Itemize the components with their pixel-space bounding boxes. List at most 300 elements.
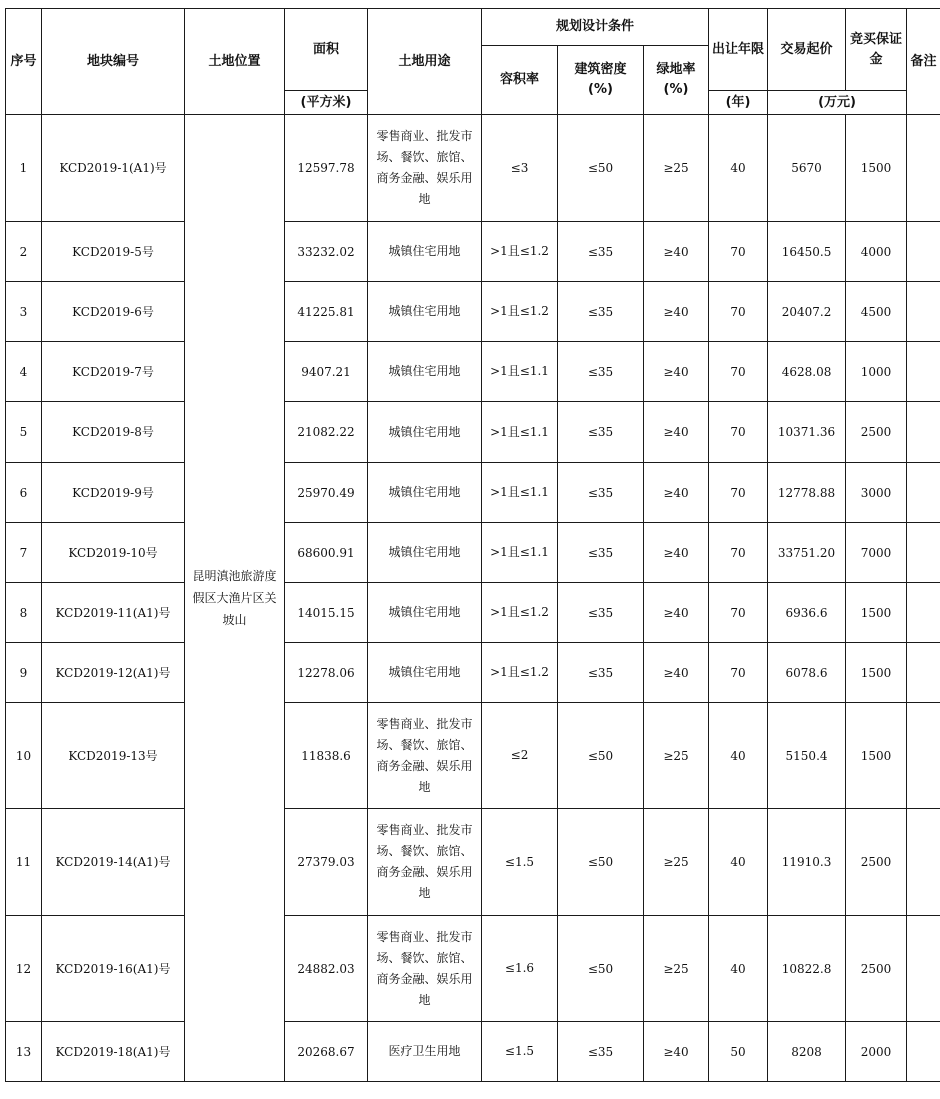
land-use-cell-text: 城镇住宅用地 xyxy=(388,364,461,378)
deposit-cell-text: 7000 xyxy=(860,545,892,560)
green-cell-text: ≥40 xyxy=(663,425,689,439)
deposit-cell xyxy=(846,222,907,282)
table-row xyxy=(6,402,940,463)
header-term-unit: (年) xyxy=(709,91,768,115)
header-remark: 备注 xyxy=(907,9,940,115)
term-cell xyxy=(709,342,768,402)
price-cell xyxy=(768,222,846,282)
parcel-no-cell xyxy=(42,809,185,916)
term-cell xyxy=(709,115,768,222)
land-use-cell xyxy=(368,282,482,342)
seq-cell-text: 9 xyxy=(19,665,28,680)
term-cell-text: 40 xyxy=(730,748,746,763)
land-use-cell xyxy=(368,703,482,809)
header-price: 交易起价 xyxy=(768,9,846,91)
far-cell-text: >1且≤1.2 xyxy=(490,665,549,679)
term-cell-text: 70 xyxy=(730,485,746,500)
density-cell-text: ≤35 xyxy=(587,485,614,500)
seq-cell-text: 6 xyxy=(19,485,28,500)
green-cell-text: ≥40 xyxy=(663,244,689,259)
green-cell-text: ≥40 xyxy=(663,364,689,379)
land-use-cell-text: 医疗卫生用地 xyxy=(388,1044,461,1058)
green-cell-text: ≥25 xyxy=(663,748,689,763)
seq-cell xyxy=(6,222,42,282)
area-cell xyxy=(285,342,368,402)
seq-cell-text: 4 xyxy=(19,364,28,379)
density-cell xyxy=(558,282,644,342)
green-cell xyxy=(644,115,709,222)
header-density-unit: (%) xyxy=(588,82,613,97)
seq-cell-text: 10 xyxy=(15,748,32,763)
green-cell xyxy=(644,916,709,1022)
seq-cell xyxy=(6,342,42,402)
land-use-cell xyxy=(368,342,482,402)
seq-cell xyxy=(6,115,42,222)
header-green-label: 绿地率 xyxy=(656,62,696,77)
seq-cell-text: 3 xyxy=(19,304,28,319)
header-far: 容积率 xyxy=(482,46,558,115)
header-area-unit: (平方米) xyxy=(285,91,368,115)
remark-cell xyxy=(907,916,940,1022)
area-cell-text: 27379.03 xyxy=(297,855,355,869)
parcel-no-cell xyxy=(42,916,185,1022)
density-cell xyxy=(558,523,644,583)
term-cell-text: 70 xyxy=(730,364,746,379)
far-cell xyxy=(482,523,558,583)
remark-cell xyxy=(907,523,940,583)
land-use-cell xyxy=(368,1022,482,1082)
price-cell-text: 12778.88 xyxy=(777,485,836,500)
green-cell xyxy=(644,523,709,583)
deposit-cell xyxy=(846,282,907,342)
density-cell xyxy=(558,402,644,463)
deposit-cell-text: 4000 xyxy=(860,244,892,259)
header-parcel-no: 地块编号 xyxy=(42,9,185,115)
far-cell xyxy=(482,115,558,222)
density-cell xyxy=(558,643,644,703)
green-cell xyxy=(644,222,709,282)
term-cell xyxy=(709,463,768,523)
price-cell-text: 5670 xyxy=(791,161,822,175)
price-cell-text: 10371.36 xyxy=(777,425,836,439)
price-cell xyxy=(768,342,846,402)
deposit-cell-text: 1500 xyxy=(860,605,892,620)
price-cell xyxy=(768,115,846,222)
far-cell xyxy=(482,583,558,643)
deposit-cell-text: 1500 xyxy=(860,161,892,175)
location-cell xyxy=(185,115,285,1082)
green-cell-text: ≥40 xyxy=(663,665,689,680)
land-use-cell xyxy=(368,402,482,463)
remark-cell xyxy=(907,463,940,523)
land-use-cell-text: 城镇住宅用地 xyxy=(388,304,461,318)
density-cell xyxy=(558,463,644,523)
far-cell xyxy=(482,1022,558,1082)
header-location: 土地位置 xyxy=(185,9,285,115)
header-planning: 规划设计条件 xyxy=(482,9,709,46)
header-term: 出让年限 xyxy=(709,9,768,91)
area-cell-text: 12597.78 xyxy=(297,161,355,175)
seq-cell xyxy=(6,463,42,523)
green-cell xyxy=(644,1022,709,1082)
parcel-no-cell xyxy=(42,282,185,342)
far-cell-text: ≤1.5 xyxy=(504,1044,535,1058)
green-cell-text: ≥40 xyxy=(663,304,689,319)
density-cell-text: ≤35 xyxy=(587,1044,614,1059)
area-cell-text: 20268.67 xyxy=(297,1044,355,1059)
density-cell xyxy=(558,809,644,916)
parcel-no-cell-text: KCD2019-8号 xyxy=(72,425,154,439)
far-cell xyxy=(482,643,558,703)
parcel-no-cell xyxy=(42,703,185,809)
deposit-cell-text: 2500 xyxy=(860,425,892,439)
green-cell-text: ≥25 xyxy=(663,961,689,976)
area-cell xyxy=(285,703,368,809)
area-cell xyxy=(285,115,368,222)
price-cell-text: 33751.20 xyxy=(777,545,836,560)
area-cell-text: 24882.03 xyxy=(297,961,355,976)
table-row xyxy=(6,342,940,402)
area-cell xyxy=(285,809,368,916)
area-cell-text: 25970.49 xyxy=(297,485,355,500)
land-use-cell-text: 城镇住宅用地 xyxy=(388,545,461,559)
seq-cell xyxy=(6,402,42,463)
land-use-cell xyxy=(368,643,482,703)
area-cell-text: 12278.06 xyxy=(297,665,355,680)
seq-cell xyxy=(6,916,42,1022)
header-seq: 序号 xyxy=(6,9,42,115)
deposit-cell-text: 1500 xyxy=(860,748,892,763)
term-cell-text: 70 xyxy=(730,545,746,560)
density-cell xyxy=(558,115,644,222)
parcel-no-cell xyxy=(42,583,185,643)
term-cell-text: 70 xyxy=(730,304,746,319)
far-cell-text: >1且≤1.2 xyxy=(490,244,549,258)
far-cell xyxy=(482,282,558,342)
far-cell xyxy=(482,916,558,1022)
parcel-no-cell xyxy=(42,523,185,583)
seq-cell xyxy=(6,1022,42,1082)
parcel-no-cell-text: KCD2019-11(A1)号 xyxy=(55,605,171,620)
far-cell xyxy=(482,463,558,523)
density-cell-text: ≤35 xyxy=(587,545,614,560)
deposit-cell xyxy=(846,115,907,222)
parcel-no-cell-text: KCD2019-18(A1)号 xyxy=(55,1044,171,1059)
price-cell xyxy=(768,402,846,463)
green-cell xyxy=(644,463,709,523)
far-cell xyxy=(482,703,558,809)
deposit-cell xyxy=(846,703,907,809)
deposit-cell xyxy=(846,916,907,1022)
price-cell xyxy=(768,703,846,809)
table-row xyxy=(6,583,940,643)
header-density xyxy=(558,46,644,115)
far-cell-text: ≤1.5 xyxy=(504,854,535,869)
header-green xyxy=(644,46,709,115)
deposit-cell-text: 4500 xyxy=(860,304,892,319)
area-cell-text: 41225.81 xyxy=(297,304,355,319)
remark-cell xyxy=(907,583,940,643)
green-cell-text: ≥25 xyxy=(663,855,689,869)
seq-cell xyxy=(6,809,42,916)
density-cell-text: ≤35 xyxy=(587,665,614,680)
remark-cell xyxy=(907,402,940,463)
price-cell xyxy=(768,523,846,583)
parcel-no-cell-text: KCD2019-16(A1)号 xyxy=(55,961,171,976)
far-cell-text: >1且≤1.2 xyxy=(490,605,549,619)
term-cell xyxy=(709,222,768,282)
term-cell xyxy=(709,1022,768,1082)
seq-cell-text: 8 xyxy=(19,605,28,620)
green-cell-text: ≥40 xyxy=(663,545,689,560)
term-cell-text: 70 xyxy=(730,244,746,259)
deposit-cell xyxy=(846,583,907,643)
table-row xyxy=(6,1022,940,1082)
seq-cell-text: 1 xyxy=(19,161,28,175)
seq-cell xyxy=(6,703,42,809)
location-text: 昆明滇池旅游度假区大渔片区关坡山 xyxy=(192,569,277,627)
term-cell xyxy=(709,402,768,463)
parcel-no-cell xyxy=(42,463,185,523)
land-use-cell-text: 城镇住宅用地 xyxy=(388,485,461,499)
far-cell xyxy=(482,342,558,402)
land-use-cell-text: 城镇住宅用地 xyxy=(388,605,461,619)
far-cell-text: >1且≤1.1 xyxy=(490,424,549,439)
far-cell xyxy=(482,402,558,463)
term-cell-text: 40 xyxy=(730,855,746,869)
parcel-no-cell-text: KCD2019-12(A1)号 xyxy=(55,665,171,680)
land-use-cell-text: 零售商业、批发市场、餐饮、旅馆、商务金融、娱乐用地 xyxy=(376,929,473,1007)
remark-cell xyxy=(907,342,940,402)
price-cell-text: 11910.3 xyxy=(781,855,832,869)
seq-cell xyxy=(6,643,42,703)
seq-cell-text: 11 xyxy=(15,855,32,869)
density-cell xyxy=(558,583,644,643)
density-cell xyxy=(558,342,644,402)
deposit-cell-text: 2500 xyxy=(860,855,892,869)
density-cell xyxy=(558,222,644,282)
density-cell-text: ≤50 xyxy=(587,961,614,976)
price-cell-text: 6936.6 xyxy=(785,605,828,620)
far-cell-text: >1且≤1.1 xyxy=(490,485,549,499)
price-cell xyxy=(768,583,846,643)
area-cell xyxy=(285,463,368,523)
parcel-no-cell-text: KCD2019-14(A1)号 xyxy=(55,855,171,869)
area-cell-text: 33232.02 xyxy=(297,244,355,259)
density-cell xyxy=(558,703,644,809)
density-cell xyxy=(558,1022,644,1082)
price-cell xyxy=(768,282,846,342)
deposit-cell xyxy=(846,342,907,402)
parcel-no-cell-text: KCD2019-5号 xyxy=(72,244,154,259)
far-cell-text: >1且≤1.2 xyxy=(490,304,549,318)
area-cell xyxy=(285,402,368,463)
price-cell xyxy=(768,643,846,703)
land-use-cell-text: 零售商业、批发市场、餐饮、旅馆、商务金融、娱乐用地 xyxy=(376,129,473,206)
seq-cell xyxy=(6,523,42,583)
price-cell-text: 4628.08 xyxy=(781,364,832,379)
parcel-no-cell xyxy=(42,342,185,402)
deposit-cell xyxy=(846,523,907,583)
seq-cell xyxy=(6,282,42,342)
area-cell-text: 11838.6 xyxy=(301,748,351,763)
area-cell xyxy=(285,1022,368,1082)
term-cell-text: 50 xyxy=(730,1044,746,1059)
header-area: 面积 xyxy=(285,9,368,91)
area-cell xyxy=(285,916,368,1022)
land-use-cell xyxy=(368,809,482,916)
term-cell xyxy=(709,809,768,916)
area-cell xyxy=(285,523,368,583)
area-cell xyxy=(285,583,368,643)
density-cell-text: ≤50 xyxy=(587,855,614,869)
deposit-cell-text: 2500 xyxy=(860,961,892,976)
term-cell-text: 40 xyxy=(730,161,746,175)
density-cell-text: ≤50 xyxy=(587,161,614,175)
area-cell xyxy=(285,282,368,342)
land-use-cell xyxy=(368,916,482,1022)
green-cell xyxy=(644,703,709,809)
area-cell-text: 9407.21 xyxy=(301,364,351,379)
term-cell xyxy=(709,643,768,703)
term-cell-text: 40 xyxy=(730,961,746,976)
green-cell-text: ≥25 xyxy=(663,161,689,175)
seq-cell xyxy=(6,583,42,643)
area-cell xyxy=(285,222,368,282)
land-use-cell-text: 城镇住宅用地 xyxy=(388,244,461,258)
table-row xyxy=(6,643,940,703)
header-green-unit: (%) xyxy=(663,82,689,97)
far-cell xyxy=(482,809,558,916)
parcel-no-cell-text: KCD2019-7号 xyxy=(72,364,154,379)
density-cell xyxy=(558,916,644,1022)
table-row xyxy=(6,916,940,1022)
deposit-cell xyxy=(846,809,907,916)
deposit-cell-text: 2000 xyxy=(860,1044,892,1059)
green-cell xyxy=(644,809,709,916)
parcel-no-cell xyxy=(42,222,185,282)
parcel-no-cell-text: KCD2019-10号 xyxy=(68,545,158,560)
term-cell-text: 70 xyxy=(730,425,746,439)
remark-cell xyxy=(907,282,940,342)
remark-cell xyxy=(907,703,940,809)
table-row xyxy=(6,523,940,583)
parcel-no-cell xyxy=(42,643,185,703)
remark-cell xyxy=(907,222,940,282)
price-cell-text: 6078.6 xyxy=(785,665,828,680)
far-cell-text: >1且≤1.1 xyxy=(490,545,549,559)
price-cell xyxy=(768,809,846,916)
land-use-cell xyxy=(368,222,482,282)
far-cell-text: ≤2 xyxy=(510,748,529,762)
parcel-no-cell-text: KCD2019-1(A1)号 xyxy=(59,161,167,175)
deposit-cell-text: 3000 xyxy=(860,485,892,500)
table-row xyxy=(6,282,940,342)
density-cell-text: ≤35 xyxy=(587,605,614,620)
density-cell-text: ≤35 xyxy=(587,425,614,439)
price-cell-text: 8208 xyxy=(791,1044,822,1059)
density-cell-text: ≤35 xyxy=(587,244,614,259)
area-cell-text: 21082.22 xyxy=(297,425,355,439)
parcel-no-cell-text: KCD2019-6号 xyxy=(72,304,154,319)
green-cell xyxy=(644,583,709,643)
land-use-cell-text: 零售商业、批发市场、餐饮、旅馆、商务金融、娱乐用地 xyxy=(376,823,473,900)
table-row xyxy=(6,115,940,222)
area-cell xyxy=(285,643,368,703)
green-cell xyxy=(644,282,709,342)
price-cell-text: 5150.4 xyxy=(785,748,828,763)
table-row xyxy=(6,703,940,809)
deposit-cell xyxy=(846,402,907,463)
remark-cell xyxy=(907,809,940,916)
land-use-cell-text: 零售商业、批发市场、餐饮、旅馆、商务金融、娱乐用地 xyxy=(376,716,473,794)
term-cell xyxy=(709,703,768,809)
term-cell xyxy=(709,916,768,1022)
deposit-cell-text: 1000 xyxy=(860,364,892,379)
area-cell-text: 68600.91 xyxy=(297,545,355,560)
land-use-cell xyxy=(368,115,482,222)
term-cell xyxy=(709,583,768,643)
land-use-cell-text: 城镇住宅用地 xyxy=(388,665,461,679)
green-cell-text: ≥40 xyxy=(663,485,689,500)
green-cell-text: ≥40 xyxy=(663,1044,689,1059)
parcel-no-cell xyxy=(42,1022,185,1082)
header-deposit: 竞买保证金 xyxy=(846,9,907,91)
term-cell xyxy=(709,523,768,583)
green-cell xyxy=(644,402,709,463)
density-cell-text: ≤35 xyxy=(587,364,614,379)
header-price-unit: (万元) xyxy=(768,91,907,115)
deposit-cell xyxy=(846,463,907,523)
land-use-cell xyxy=(368,523,482,583)
price-cell-text: 10822.8 xyxy=(781,961,832,976)
far-cell-text: ≤1.6 xyxy=(504,961,535,975)
price-cell-text: 20407.2 xyxy=(781,304,832,319)
parcel-no-cell-text: KCD2019-9号 xyxy=(72,485,154,500)
term-cell xyxy=(709,282,768,342)
area-cell-text: 14015.15 xyxy=(297,605,355,620)
parcel-no-cell-text: KCD2019-13号 xyxy=(68,748,158,763)
deposit-cell-text: 1500 xyxy=(860,665,892,680)
parcel-no-cell xyxy=(42,402,185,463)
table-row xyxy=(6,222,940,282)
remark-cell xyxy=(907,1022,940,1082)
land-use-cell-text: 城镇住宅用地 xyxy=(388,424,461,439)
header-density-label: 建筑密度 xyxy=(574,62,627,77)
seq-cell-text: 7 xyxy=(19,545,28,560)
price-cell xyxy=(768,1022,846,1082)
far-cell-text: >1且≤1.1 xyxy=(490,364,549,378)
table-body xyxy=(6,115,940,1082)
term-cell-text: 70 xyxy=(730,605,746,620)
remark-cell xyxy=(907,643,940,703)
table-row xyxy=(6,463,940,523)
remark-cell xyxy=(907,115,940,222)
deposit-cell xyxy=(846,1022,907,1082)
price-cell xyxy=(768,916,846,1022)
density-cell-text: ≤50 xyxy=(587,748,614,763)
deposit-cell xyxy=(846,643,907,703)
density-cell-text: ≤35 xyxy=(587,304,614,319)
seq-cell-text: 5 xyxy=(19,425,28,439)
land-use-cell xyxy=(368,463,482,523)
green-cell xyxy=(644,643,709,703)
land-use-cell xyxy=(368,583,482,643)
price-cell xyxy=(768,463,846,523)
far-cell xyxy=(482,222,558,282)
seq-cell-text: 12 xyxy=(15,961,32,976)
term-cell-text: 70 xyxy=(730,665,746,680)
